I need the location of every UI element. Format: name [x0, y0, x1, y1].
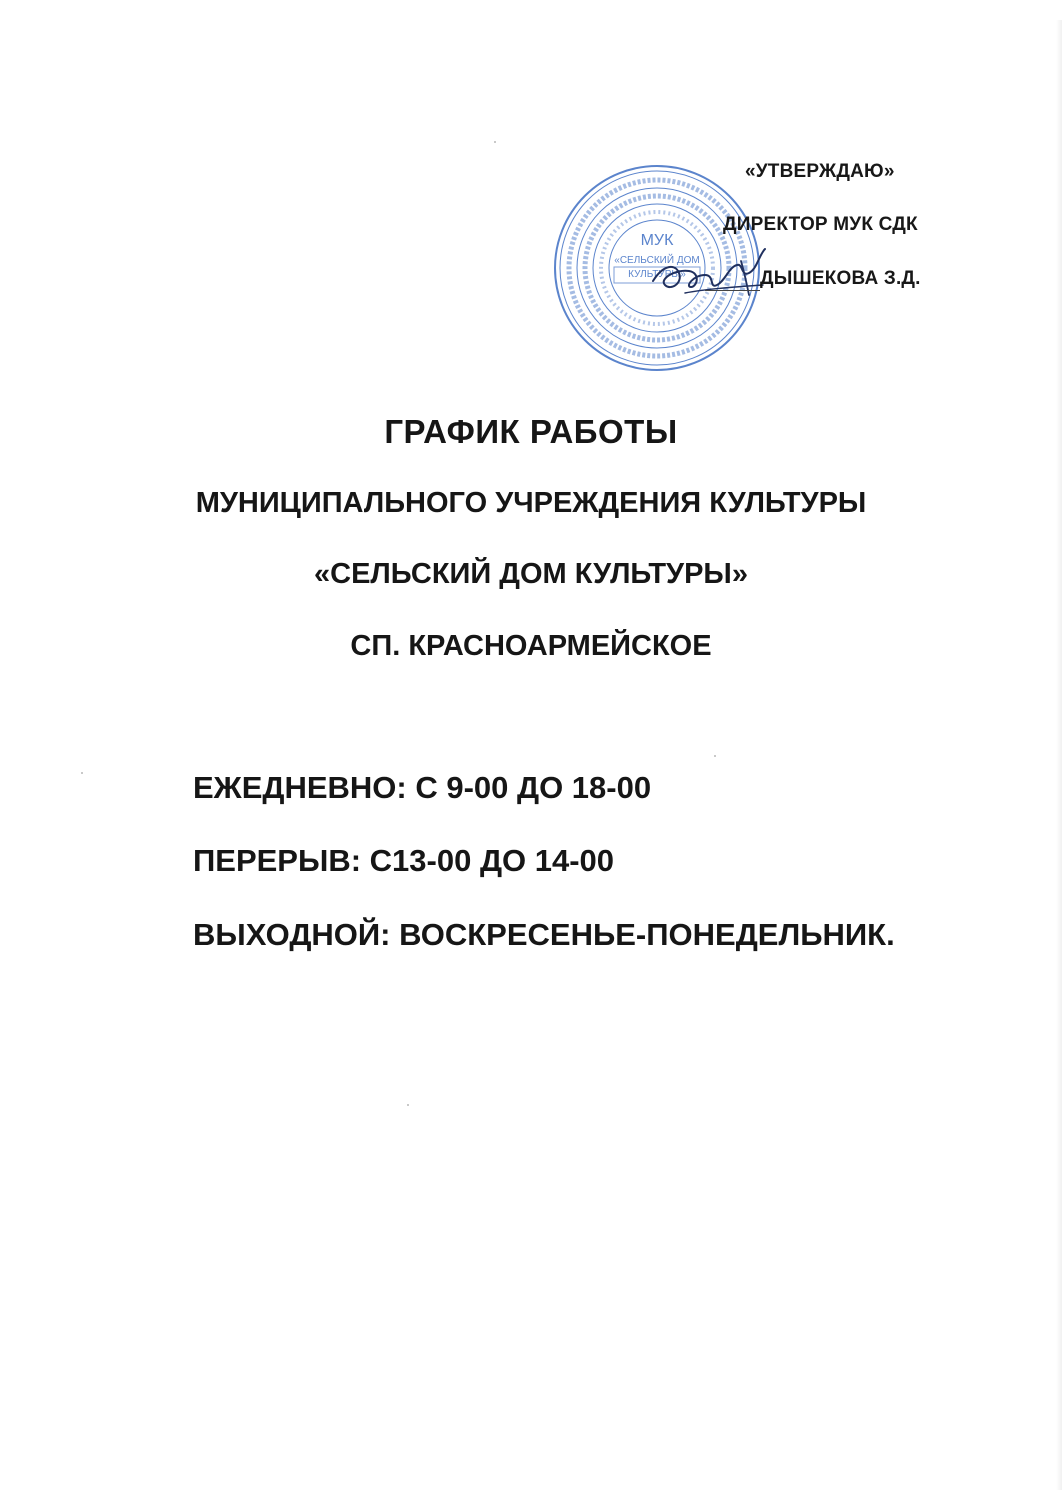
approval-title: «УТВЕРЖДАЮ»	[745, 161, 895, 182]
handwritten-signature	[645, 235, 775, 305]
organization-line-2: «СЕЛЬСКИЙ ДОМ КУЛЬТУРЫ»	[314, 558, 748, 590]
organization-line-3: СП. КРАСНОАРМЕЙСКОЕ	[350, 630, 712, 662]
scan-speck	[494, 141, 496, 143]
schedule-break: ПЕРЕРЫВ: С13-00 ДО 14-00	[193, 843, 615, 878]
stamp-center-text-1: МУК	[640, 232, 674, 249]
approval-position: ДИРЕКТОР МУК СДК	[723, 214, 918, 235]
stamp-center-text-2: «СЕЛЬСКИЙ ДОМ	[614, 255, 700, 266]
organization-line-1: МУНИЦИПАЛЬНОГО УЧРЕЖДЕНИЯ КУЛЬТУРЫ	[195, 487, 867, 519]
schedule-daily: ЕЖЕДНЕВНО: С 9-00 ДО 18-00	[193, 770, 652, 805]
approval-name: ДЫШЕКОВА З.Д.	[760, 268, 921, 289]
scan-speck	[714, 755, 716, 757]
scan-edge	[1056, 20, 1062, 1490]
stamp-center-text-3: КУЛЬТУРЫ»	[628, 269, 686, 280]
document-title: ГРАФИК РАБОТЫ	[384, 413, 678, 450]
scan-speck	[81, 772, 83, 774]
schedule-day-off: ВЫХОДНОЙ: ВОСКРЕСЕНЬЕ-ПОНЕДЕЛЬНИК.	[193, 917, 895, 952]
scan-speck	[407, 1104, 409, 1106]
signature-line	[705, 290, 760, 291]
